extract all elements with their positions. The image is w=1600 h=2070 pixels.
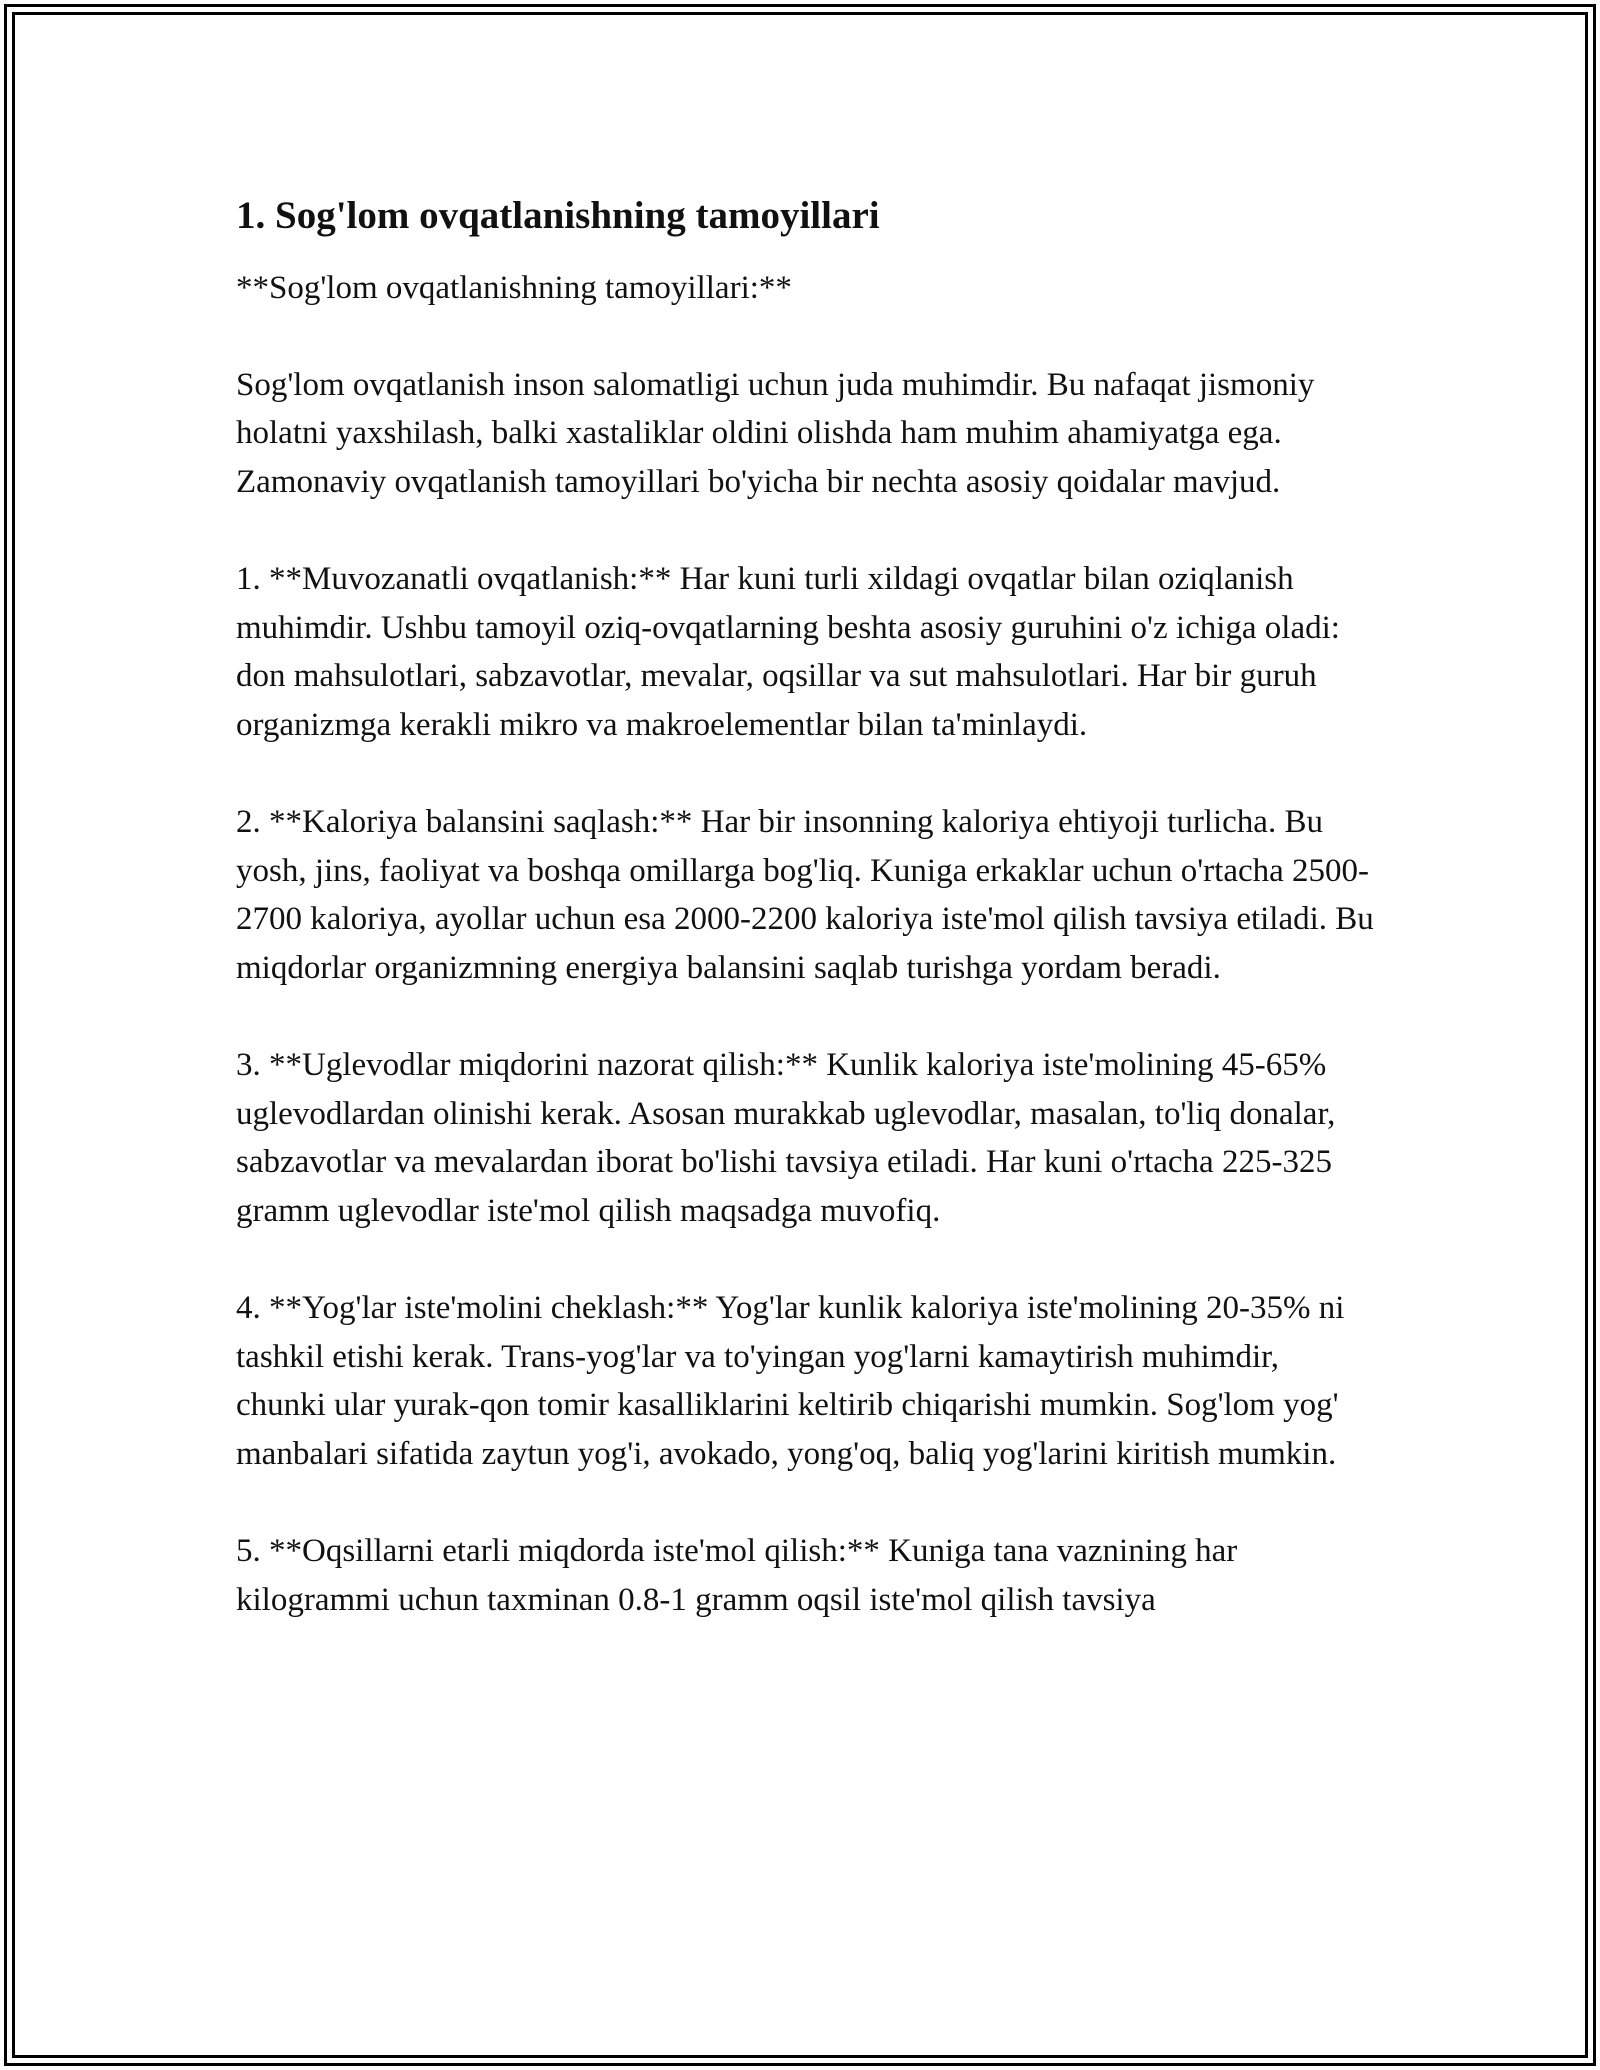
document-title: 1. Sog'lom ovqatlanishning tamoyillari [236, 194, 880, 237]
list-item-5: 5. **Oqsillarni etarli miqdorda iste'mol qilish:** Kuniga tana vaznining har kilogrammi uchun taxminan 0.8-1 gramm oqsil iste'mol qilish tavsiya [236, 1533, 1238, 1618]
intro-paragraph: Sog'lom ovqatlanish inson salomatligi uchun juda muhimdir. Bu nafaqat jismoniy holatni yaxshilash, balki xastaliklar oldini olishda ham muhim ahamiyatga ega. Zamonaviy ovqatlanish tamoyillari bo'yicha bir nechta asosiy qoidalar mavjud. [236, 366, 1315, 500]
list-item-1: 1. **Muvozanatli ovqatlanish:** Har kuni turli xildagi ovqatlar bilan oziqlanish muhimdir. Ushbu tamoyil oziq-ovqatlarning beshta asosiy guruhini o'z ichiga oladi: don mahsulotlari, sabzavotlar, mevalar, oqsillar va sut mahsulotlari. Har bir guruh organizmga kerakli mikro va makroelementlar bilan ta'minlaydi. [236, 561, 1340, 743]
document-subtitle: **Sog'lom ovqatlanishning tamoyillari:** [236, 269, 792, 306]
list-item-2: 2. **Kaloriya balansini saqlash:** Har bir insonning kaloriya ehtiyoji turlicha. Bu yosh, jins, faoliyat va boshqa omillarga bog'liq. Kuniga erkaklar uchun o'rtacha 2500-2700 kaloriya, ayollar uchun esa 2000-2200 kaloriya iste'mol qilish tavsiya etiladi. Bu miqdorlar organizmning energiya balansini saqlab turishga yordam beradi. [236, 804, 1374, 986]
list-item-3: 3. **Uglevodlar miqdorini nazorat qilish:** Kunlik kaloriya iste'molining 45-65% uglevodlardan olinishi kerak. Asosan murakkab uglevodlar, masalan, to'liq donalar, sabzavotlar va mevalardan iborat bo'lishi tavsiya etiladi. Har kuni o'rtacha 225-325 gramm uglevodlar iste'mol qilish maqsadga muvofiq. [236, 1047, 1336, 1229]
document-body [236, 180, 1376, 1624]
list-item-4: 4. **Yog'lar iste'molini cheklash:** Yog'lar kunlik kaloriya iste'molining 20-35% ni tashkil etishi kerak. Trans-yog'lar va to'yingan yog'larni kamaytirish muhimdir, chunki ular yurak-qon tomir kasalliklarini keltirib chiqarishi mumkin. Sog'lom yog' manbalari sifatida zaytun yog'i, avokado, yong'oq, baliq yog'larini kiritish mumkin. [236, 1290, 1345, 1472]
